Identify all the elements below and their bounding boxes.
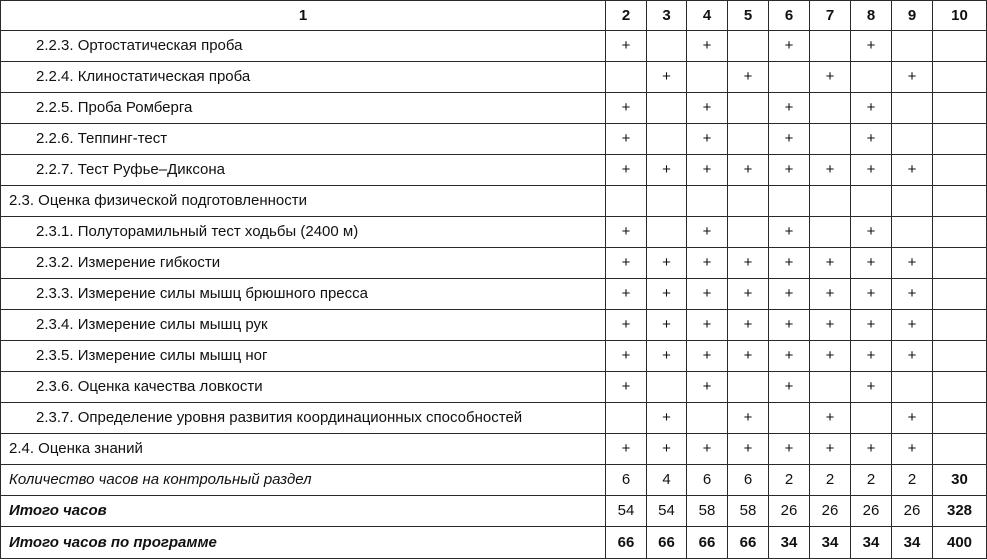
cell: +: [851, 124, 892, 155]
table-row: [1, 248, 987, 279]
table-row: [1, 310, 987, 341]
cell: 6: [687, 465, 728, 496]
cell: [606, 186, 647, 217]
cell: 2: [892, 465, 933, 496]
row-label: 2.2.5. Проба Ромберга: [1, 93, 606, 124]
cell: [687, 62, 728, 93]
cell: 4: [647, 465, 687, 496]
cell: 2: [769, 465, 810, 496]
header-col-2: 2: [606, 1, 647, 31]
cell: 54: [647, 496, 687, 527]
table-row: [1, 62, 987, 93]
row-label: 2.3.6. Оценка качества ловкости: [1, 372, 606, 403]
cell: +: [851, 217, 892, 248]
cell: +: [728, 62, 769, 93]
row-label: 2.3.3. Измерение силы мышц брюшного пресса: [1, 279, 606, 310]
cell: +: [769, 341, 810, 372]
cell: +: [769, 93, 810, 124]
cell: [728, 372, 769, 403]
cell: [892, 186, 933, 217]
cell: 26: [851, 496, 892, 527]
cell: [933, 124, 987, 155]
table-row: [1, 279, 987, 310]
cell: [892, 372, 933, 403]
cell: [647, 93, 687, 124]
cell: +: [851, 310, 892, 341]
cell: +: [647, 434, 687, 465]
cell: +: [687, 434, 728, 465]
hours-control-label: Количество часов на контрольный раздел: [1, 465, 606, 496]
header-col-10: 10: [933, 1, 987, 31]
cell: 6: [606, 465, 647, 496]
cell: +: [687, 341, 728, 372]
cell: +: [647, 310, 687, 341]
cell: [647, 372, 687, 403]
cell: 34: [851, 527, 892, 559]
cell: +: [810, 62, 851, 93]
cell: 54: [606, 496, 647, 527]
cell: 34: [769, 527, 810, 559]
cell: +: [769, 124, 810, 155]
cell: +: [687, 372, 728, 403]
cell: +: [892, 310, 933, 341]
cell: [933, 310, 987, 341]
cell: +: [687, 217, 728, 248]
row-label: 2.3.4. Измерение силы мышц рук: [1, 310, 606, 341]
cell: [892, 217, 933, 248]
cell: +: [687, 279, 728, 310]
cell: 66: [606, 527, 647, 559]
cell: +: [769, 217, 810, 248]
cell: +: [687, 31, 728, 62]
cell: +: [892, 155, 933, 186]
cell: [810, 31, 851, 62]
cell: 26: [769, 496, 810, 527]
cell: +: [606, 372, 647, 403]
row-label: 2.2.6. Теппинг-тест: [1, 124, 606, 155]
cell: +: [769, 434, 810, 465]
cell: +: [769, 155, 810, 186]
cell: +: [810, 155, 851, 186]
cell: [728, 31, 769, 62]
cell: +: [851, 93, 892, 124]
cell: +: [647, 155, 687, 186]
cell: +: [769, 310, 810, 341]
table-row: [1, 403, 987, 434]
cell: [933, 434, 987, 465]
header-col-7: 7: [810, 1, 851, 31]
cell: +: [687, 155, 728, 186]
cell: +: [892, 62, 933, 93]
cell: +: [892, 341, 933, 372]
cell: [606, 403, 647, 434]
header-col-9: 9: [892, 1, 933, 31]
cell: +: [687, 248, 728, 279]
cell: +: [606, 155, 647, 186]
cell: +: [647, 341, 687, 372]
cell: +: [892, 279, 933, 310]
table-row: [1, 372, 987, 403]
cell: 58: [728, 496, 769, 527]
cell: 66: [728, 527, 769, 559]
cell: +: [769, 31, 810, 62]
cell: 66: [687, 527, 728, 559]
cell: [810, 217, 851, 248]
cell: [687, 186, 728, 217]
cell: +: [851, 434, 892, 465]
cell: +: [851, 341, 892, 372]
table-row: [1, 31, 987, 62]
cell: [728, 186, 769, 217]
cell: [647, 217, 687, 248]
cell-total: 30: [933, 465, 987, 496]
cell: 34: [810, 527, 851, 559]
cell: [810, 372, 851, 403]
cell: +: [647, 248, 687, 279]
cell: 66: [647, 527, 687, 559]
cell: +: [687, 93, 728, 124]
cell: 26: [810, 496, 851, 527]
cell: +: [728, 248, 769, 279]
table-row: [1, 217, 987, 248]
table-row: [1, 341, 987, 372]
cell: +: [810, 341, 851, 372]
cell: [933, 93, 987, 124]
total-program-label: Итого часов по программе: [1, 527, 606, 559]
cell: +: [728, 403, 769, 434]
cell: +: [810, 434, 851, 465]
cell: [933, 217, 987, 248]
cell: [933, 279, 987, 310]
cell: [769, 186, 810, 217]
cell: +: [647, 279, 687, 310]
cell: +: [851, 31, 892, 62]
cell: [933, 31, 987, 62]
cell: +: [810, 403, 851, 434]
table-row: [1, 155, 987, 186]
header-col-4: 4: [687, 1, 728, 31]
cell: +: [728, 279, 769, 310]
section-label: 2.4. Оценка знаний: [1, 434, 606, 465]
cell: [933, 186, 987, 217]
cell: [647, 124, 687, 155]
cell: +: [892, 403, 933, 434]
cell-total: 328: [933, 496, 987, 527]
row-label: 2.3.5. Измерение силы мышц ног: [1, 341, 606, 372]
table-row: [1, 124, 987, 155]
header-row: [1, 1, 987, 31]
cell: +: [606, 217, 647, 248]
row-label: 2.3.1. Полуторамильный тест ходьбы (2400 м): [1, 217, 606, 248]
cell: +: [606, 248, 647, 279]
cell: +: [606, 341, 647, 372]
cell: [892, 31, 933, 62]
cell: +: [647, 403, 687, 434]
cell: 2: [851, 465, 892, 496]
cell: +: [769, 248, 810, 279]
total-program-row: [1, 527, 987, 559]
cell: [606, 62, 647, 93]
cell: +: [892, 434, 933, 465]
cell: +: [892, 248, 933, 279]
cell: +: [851, 248, 892, 279]
cell: [933, 62, 987, 93]
cell: 26: [892, 496, 933, 527]
cell: 58: [687, 496, 728, 527]
header-col-8: 8: [851, 1, 892, 31]
cell: +: [810, 248, 851, 279]
cell: [810, 186, 851, 217]
cell: +: [851, 279, 892, 310]
row-label: 2.2.4. Клиностатическая проба: [1, 62, 606, 93]
cell: [647, 186, 687, 217]
cell: [933, 341, 987, 372]
cell: 6: [728, 465, 769, 496]
cell: [769, 62, 810, 93]
cell: [933, 403, 987, 434]
cell: +: [647, 62, 687, 93]
header-col-5: 5: [728, 1, 769, 31]
cell: [728, 124, 769, 155]
cell: 34: [892, 527, 933, 559]
cell: +: [728, 155, 769, 186]
cell: [647, 31, 687, 62]
header-col-1: 1: [1, 1, 606, 31]
cell: +: [728, 310, 769, 341]
row-label: 2.2.3. Ортостатическая проба: [1, 31, 606, 62]
cell: [892, 93, 933, 124]
cell: [851, 62, 892, 93]
table-row: [1, 93, 987, 124]
section-row: [1, 186, 987, 217]
section-label: 2.3. Оценка физической подготовленности: [1, 186, 606, 217]
row-label: 2.3.7. Определение уровня развития координационных способностей: [1, 403, 606, 434]
cell: [810, 124, 851, 155]
cell: [769, 403, 810, 434]
cell: +: [606, 93, 647, 124]
cell: [728, 93, 769, 124]
cell: +: [606, 31, 647, 62]
cell: [933, 372, 987, 403]
header-col-3: 3: [647, 1, 687, 31]
cell: [728, 217, 769, 248]
cell: +: [606, 279, 647, 310]
cell: +: [810, 279, 851, 310]
cell: [687, 403, 728, 434]
cell: +: [728, 341, 769, 372]
row-label: 2.2.7. Тест Руфье–Диксона: [1, 155, 606, 186]
cell: +: [769, 372, 810, 403]
cell: [851, 186, 892, 217]
hours-control-row: [1, 465, 987, 496]
header-col-6: 6: [769, 1, 810, 31]
cell: +: [851, 372, 892, 403]
section-row: [1, 434, 987, 465]
cell: +: [769, 279, 810, 310]
cell: +: [687, 310, 728, 341]
cell: +: [810, 310, 851, 341]
cell: [933, 155, 987, 186]
cell: +: [606, 124, 647, 155]
cell-total: 400: [933, 527, 987, 559]
total-hours-label: Итого часов: [1, 496, 606, 527]
cell: +: [687, 124, 728, 155]
cell: +: [728, 434, 769, 465]
cell: [810, 93, 851, 124]
cell: [892, 124, 933, 155]
row-label: 2.3.2. Измерение гибкости: [1, 248, 606, 279]
cell: [933, 248, 987, 279]
cell: +: [851, 155, 892, 186]
cell: [851, 403, 892, 434]
total-hours-row: [1, 496, 987, 527]
cell: 2: [810, 465, 851, 496]
cell: +: [606, 434, 647, 465]
cell: +: [606, 310, 647, 341]
